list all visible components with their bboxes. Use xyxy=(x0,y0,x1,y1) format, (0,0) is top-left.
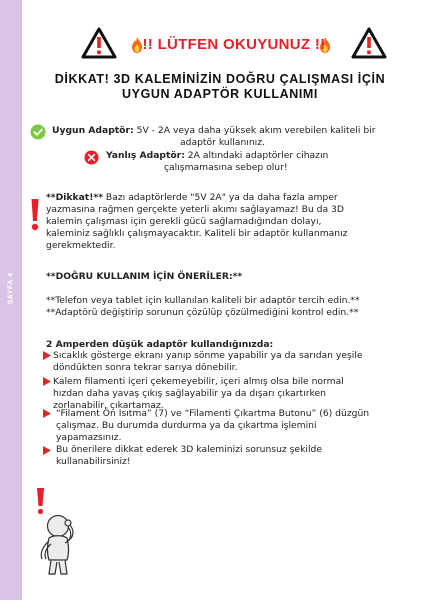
low-amp-item: yapamazsınız. xyxy=(56,432,122,443)
low-amp-item: hızdan daha yavaş çıkış sağlayabilir ya da dışarı çıkartırken xyxy=(53,388,326,399)
page-title xyxy=(40,72,400,102)
x-circle-icon xyxy=(84,150,99,165)
low-amp-item: “Filament Ön Isıtma” (7) ve “Filamenti Çıkartma Butonu” (6) düzgün xyxy=(56,408,370,419)
page-number-label: SAYFA 4 xyxy=(7,272,15,305)
warning-line xyxy=(46,192,338,204)
warning-lead: **Dikkat!** xyxy=(46,192,103,203)
warning-triangle-icon xyxy=(350,26,388,60)
confused-person-icon xyxy=(18,486,80,578)
exclamation-icon xyxy=(29,198,41,232)
title-line: DİKKAT! 3D KALEMİNİZİN DOĞRU ÇALIŞMASI İÇİN xyxy=(54,72,386,86)
warning-line: kaleminiz sağlıklı çalışmayacaktır. Kaliteli bir adaptör kullanmanız xyxy=(46,228,348,239)
header-banner xyxy=(120,35,348,55)
low-amp-item: Kalem filamenti içeri çekemeyebilir, içeri almış olsa bile normal xyxy=(53,376,344,387)
low-amp-item: Bu önerilere dikkat ederek 3D kaleminizi sorunsuz şekilde xyxy=(56,444,322,455)
recommend-item: **Telefon veya tablet için kullanılan kaliteli bir adaptör tercih edin.** xyxy=(46,295,360,306)
warning-line: kalemin çalışması için gerekli gücü sağlamadığından dolayı, xyxy=(46,216,322,227)
triangle-pointer-icon xyxy=(43,409,51,418)
low-amp-item: döndükten sonra tekrar sarıya dönebilir. xyxy=(53,362,238,373)
good-adapter-text: 5V - 2A veya daha yüksek akım verebilen kaliteli bir xyxy=(133,125,376,136)
good-adapter-label: Uygun Adaptör: xyxy=(52,125,134,136)
triangle-pointer-icon xyxy=(43,377,51,386)
good-adapter-line: adaptör kullanınız. xyxy=(180,137,265,148)
recommend-item: **Adaptörü değiştirip sorunun çözülüp çözülmediğini kontrol edin.** xyxy=(46,307,359,318)
low-amp-item: kullanabilirsiniz! xyxy=(56,456,131,467)
triangle-pointer-icon xyxy=(43,446,51,455)
good-adapter-line xyxy=(52,125,375,137)
warning-text: Bazı adaptörlerde "5V 2A" ya da daha fazla amper xyxy=(103,192,338,203)
bad-adapter-line xyxy=(106,150,328,162)
warning-line: gerekmektedir. xyxy=(46,240,116,251)
header-text: !! LÜTFEN OKUYUNUZ !! xyxy=(142,36,326,53)
low-amp-item: zorlanabilir, çıkartamaz. xyxy=(53,400,164,411)
low-amp-heading: 2 Amperden düşük adaptör kullandığınızda: xyxy=(46,339,274,350)
check-circle-icon xyxy=(30,124,46,140)
recommend-heading: **DOĞRU KULLANIM İÇİN ÖNERİLER:** xyxy=(46,271,243,282)
low-amp-item: Sıcaklık gösterge ekranı yanıp sönme yapabilir ya da sarıdan yeşile xyxy=(53,350,363,361)
low-amp-item: çalışmaz. Bu durumda durdurma ya da çıkartma işlemini xyxy=(56,420,317,431)
bad-adapter-text: 2A altındaki adaptörler cihazın xyxy=(184,150,329,161)
warning-line: yazmasına rağmen gerçekte yeterli akımı sağlayamaz! Bu da 3D xyxy=(46,204,344,215)
title-line: UYGUN ADAPTÖR KULLANIMI xyxy=(122,87,318,101)
bad-adapter-line: çalışmamasına sebep olur! xyxy=(164,162,288,173)
triangle-pointer-icon xyxy=(43,351,51,360)
bad-adapter-label: Yanlış Adaptör: xyxy=(106,150,185,161)
warning-triangle-icon xyxy=(80,26,118,60)
